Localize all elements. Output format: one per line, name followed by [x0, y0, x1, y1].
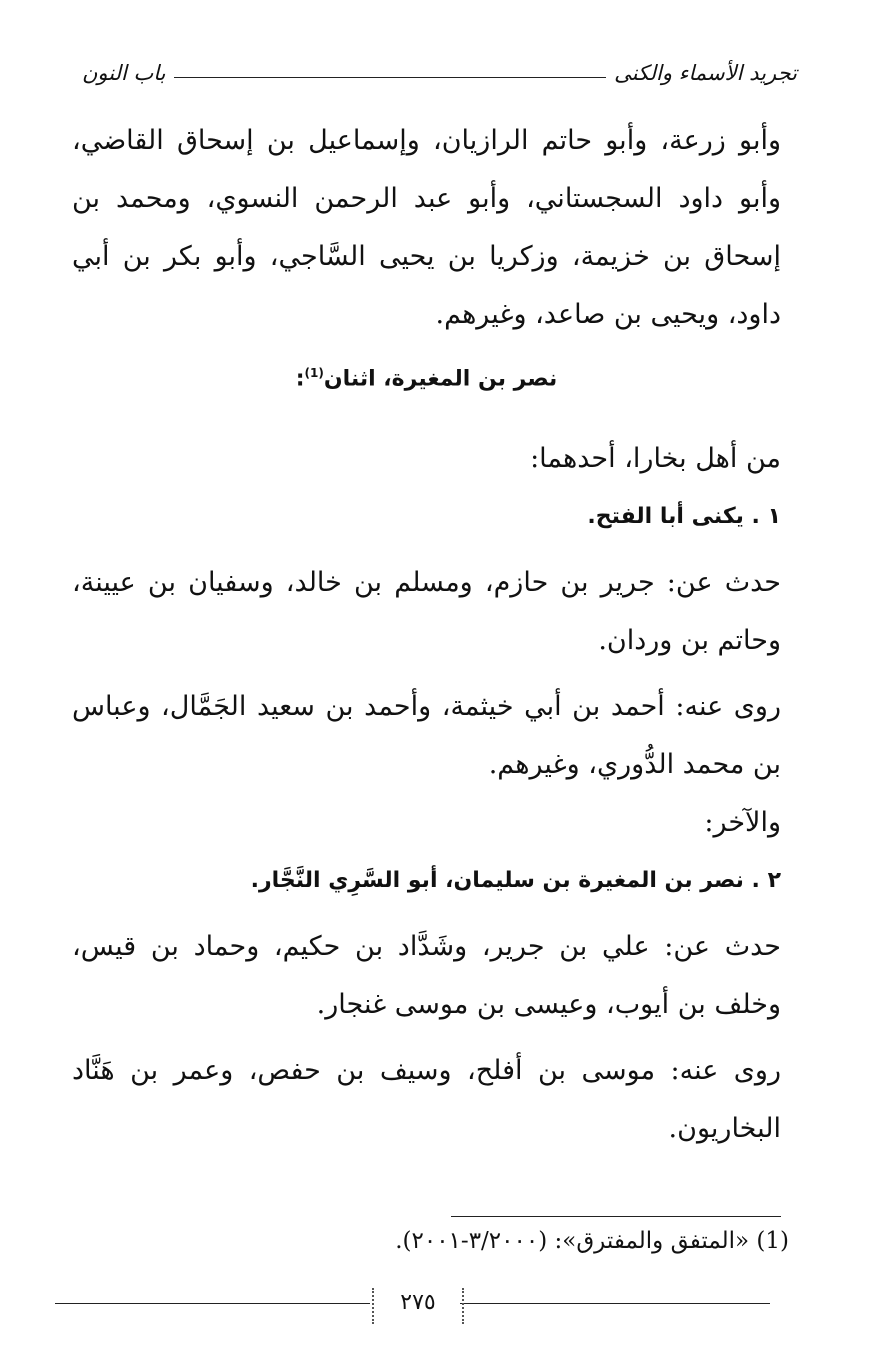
other-line: والآخر:: [704, 807, 781, 839]
item-2-narrated-by: روى عنه: موسى بن أفلح، وسيف بن حفص، وعمر بن هَنَّاد البخاريون.: [72, 1055, 781, 1145]
bottom-rule-right: [460, 1303, 770, 1304]
entry-heading-text: نصر بن المغيرة، اثنان: [323, 366, 558, 392]
entry-heading: [72, 344, 781, 408]
section-title: باب النون: [82, 61, 166, 85]
footnote: (1) «المتفق والمفترق»: (٣/٢٠٠٠-٢٠٠١).: [395, 1228, 789, 1254]
item-2-heading: ٢ . نصر بن المغيرة بن سليمان، أبو السَّرِي النَّجَّار.: [250, 868, 781, 894]
entry-heading-colon: :: [295, 366, 305, 392]
running-header: [82, 58, 797, 88]
item-1-narrated-by: روى عنه: أحمد بن أبي خيثمة، وأحمد بن سعيد الجَمَّال، وعباس بن محمد الدُّوري، وغيرهم.: [72, 691, 781, 781]
page-number: ٢٧٥: [372, 1288, 464, 1324]
intro-line: من أهل بخارا، أحدهما:: [530, 443, 781, 475]
item-2-narrated-from: حدث عن: علي بن جرير، وشَدَّاد بن حكيم، وحماد بن قيس، وخلف بن أيوب، وعيسى بن موسى غنجار.: [72, 931, 781, 1021]
footnote-marker: (1): [304, 366, 324, 380]
bottom-rule-left: [55, 1303, 370, 1304]
body-text: [72, 112, 781, 1158]
footnote-rule: [451, 1216, 781, 1217]
book-title: تجريد الأسماء والكنى: [614, 61, 797, 85]
item-1-narrated-from: حدث عن: جرير بن حازم، ومسلم بن خالد، وسفيان بن عيينة، وحاتم بن وردان.: [72, 567, 781, 657]
paragraph: وأبو زرعة، وأبو حاتم الرازيان، وإسماعيل بن إسحاق القاضي، وأبو داود السجستاني، وأبو عبد الرحمن النسوي، ومحمد بن إسحاق بن خزيمة، وزكريا بن يحيى السَّاجي، وأبو بكر بن أبي داود، ويحيى بن صاعد، وغيرهم.: [72, 125, 781, 330]
header-rule: [174, 77, 607, 78]
item-1-heading: ١ . يكنى أبا الفتح.: [587, 504, 781, 530]
